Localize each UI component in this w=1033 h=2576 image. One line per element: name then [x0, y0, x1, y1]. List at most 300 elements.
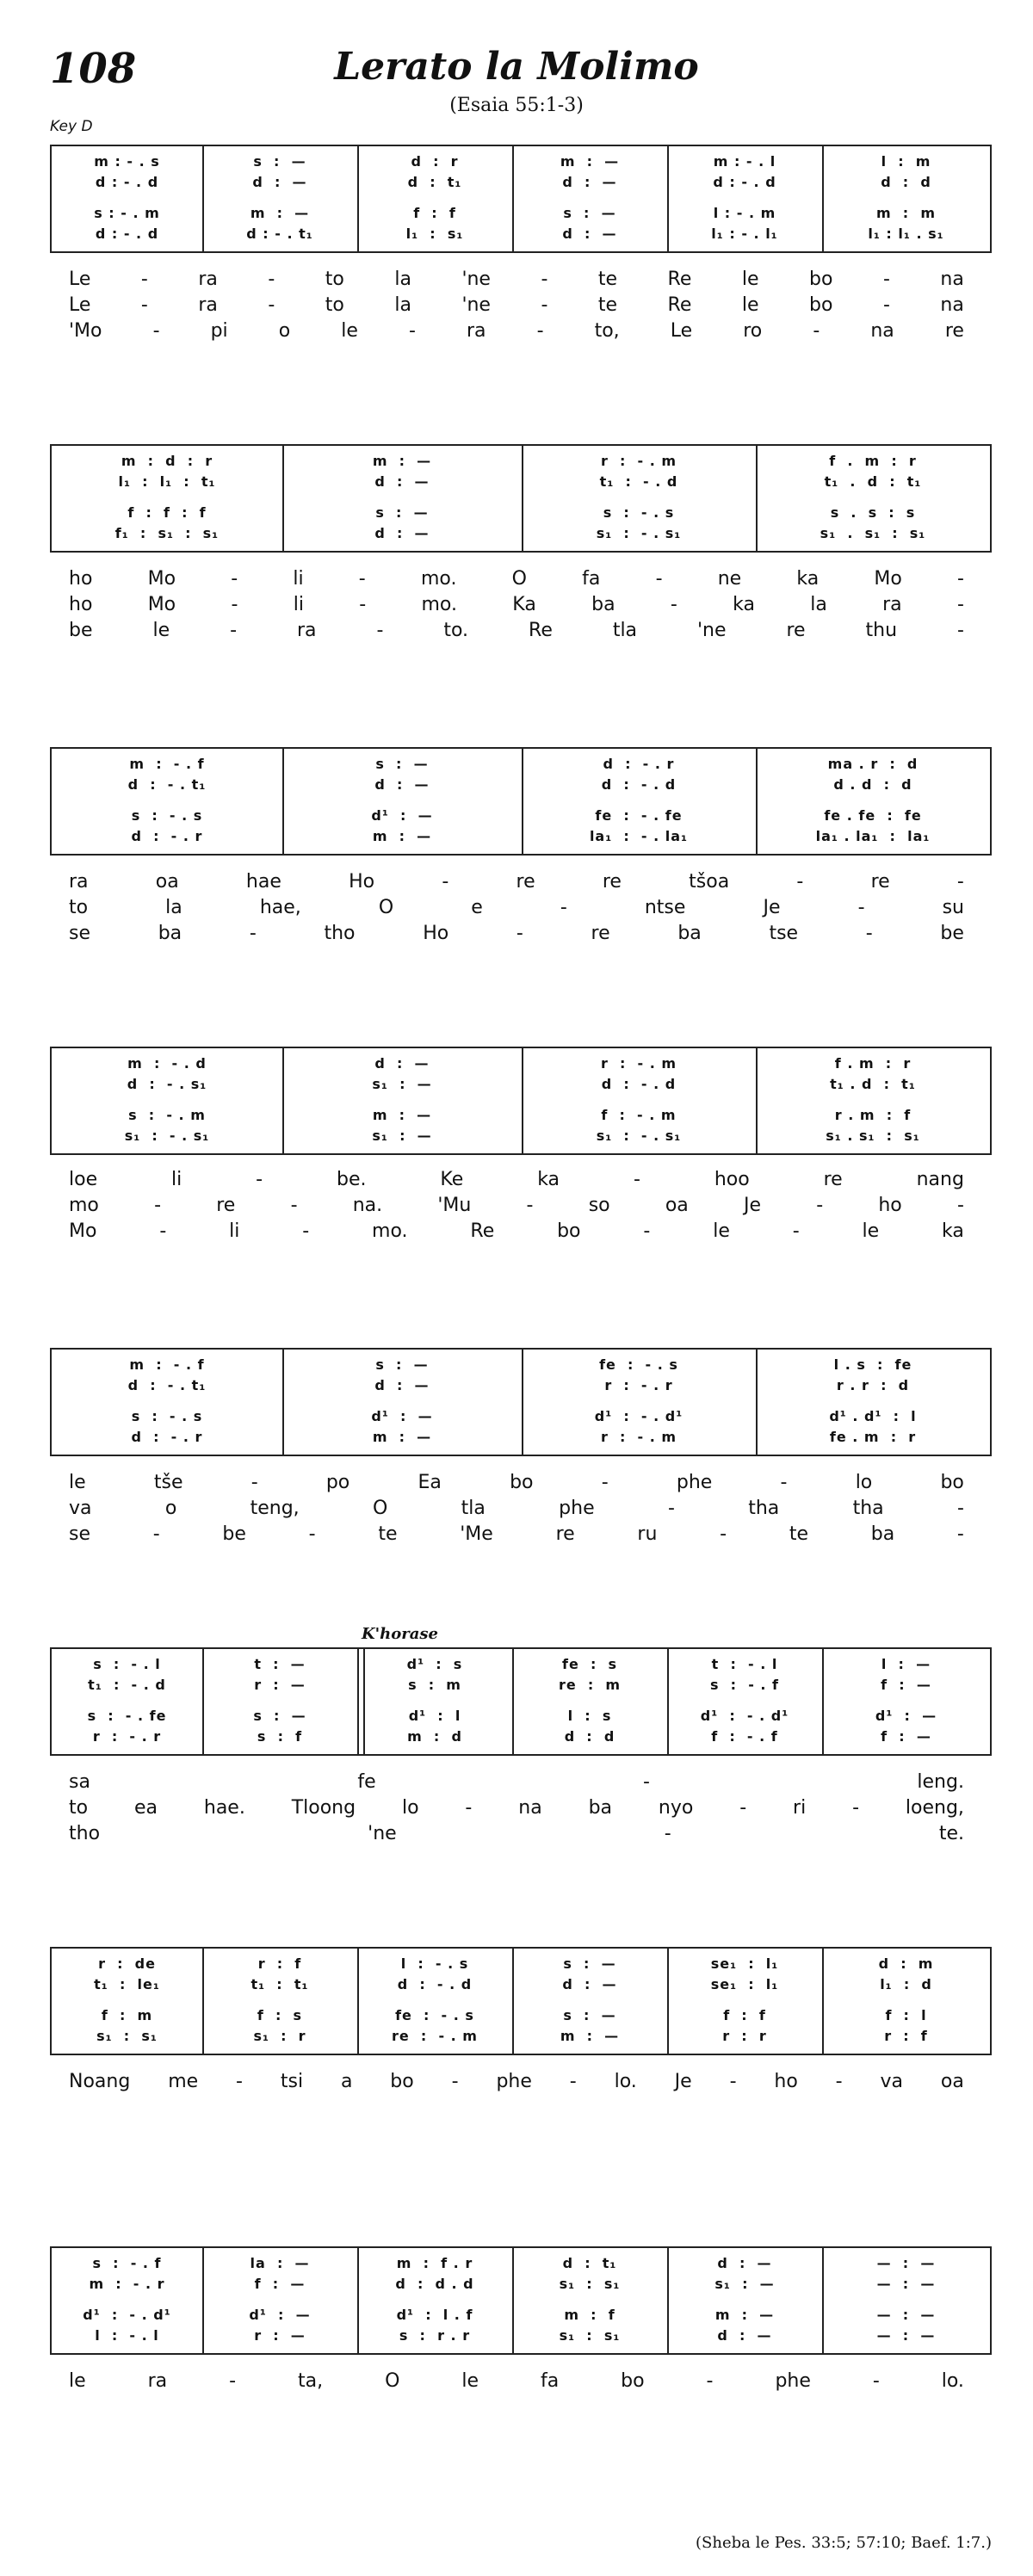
barline [512, 2248, 514, 2353]
lyric-syllable: - [956, 871, 964, 893]
lyric-syllable: tšoa [689, 871, 730, 893]
barline [522, 1048, 523, 1153]
lyric-syllable: li [229, 1220, 240, 1242]
solfa-part-4: d : - . t₁ [246, 225, 313, 242]
solfa-part-4: d : - . r [131, 828, 203, 844]
solfa-part-1: r : de [98, 1955, 156, 1972]
solfa-part-4: s₁ : s₁ [96, 2028, 158, 2044]
lyric-syllable: lo. [614, 2071, 637, 2092]
lyric-syllable: - [140, 269, 148, 290]
lyric-syllable: Noang [69, 2071, 131, 2092]
solfa-part-3: s : - . m [94, 205, 160, 221]
lyric-syllable: - [358, 568, 366, 590]
lyric-syllable: - [792, 1220, 800, 1242]
lyric-syllable: be [940, 923, 964, 944]
solfa-part-4: f : - . f [711, 1728, 778, 1745]
solfa-part-2: l₁ : l₁ : t₁ [118, 473, 216, 490]
solfa-part-3: f : f [413, 205, 456, 221]
solfa-part-4: d : — [374, 525, 430, 541]
solfa-part-1: m : - . f [129, 1356, 205, 1373]
solfa-part-1: s : — [375, 1356, 429, 1373]
solfa-part-3: d¹ : — [371, 1408, 433, 1424]
lyric-syllable: - [670, 594, 677, 615]
barline [282, 749, 284, 854]
lyric-syllable: va [880, 2071, 904, 2092]
lyric-syllable: Mo [874, 568, 902, 590]
solfa-part-3: d¹ : — [249, 2307, 311, 2323]
solfa-part-3: d¹ : - . d¹ [700, 1708, 789, 1724]
solfa-part-3: f : f [723, 2007, 766, 2023]
solfa-part-1: d : t₁ [562, 2255, 617, 2271]
lyric-syllable: bo [809, 269, 833, 290]
solfa-part-3: — : — [876, 2307, 936, 2323]
solfa-part-1: l . s : fe [833, 1356, 912, 1373]
solfa-part-1: d : r [411, 153, 459, 170]
lyric-syllable: - [865, 923, 873, 944]
barline [202, 146, 204, 251]
solfa-part-4: s₁ : s₁ [559, 2327, 621, 2344]
lyric-syllable: Re [667, 269, 692, 290]
barline [522, 446, 523, 551]
solfa-part-3: d¹ : - . d¹ [594, 1408, 684, 1424]
solfa-part-2: d : t₁ [407, 174, 462, 190]
lyric-syllable: - [442, 871, 449, 893]
barline [822, 1949, 824, 2054]
lyric-syllable: ra [466, 320, 486, 342]
solfa-part-4: m : — [372, 1429, 432, 1445]
lyric-syllable: tha [852, 1498, 884, 1519]
lyric-syllable: ho [69, 594, 93, 615]
solfa-part-2: d : — [562, 174, 617, 190]
solfa-part-3: m : m [875, 205, 937, 221]
solfa-part-1: l : m [881, 153, 931, 170]
lyric-syllable: Re [667, 294, 692, 316]
lyric-syllable: hoo [714, 1169, 750, 1190]
solfa-part-4: la₁ . la₁ : la₁ [815, 828, 931, 844]
solfa-part-1: la : — [250, 2255, 310, 2271]
lyric-syllable: lo [401, 1797, 419, 1819]
solfa-part-4: f : — [881, 1728, 931, 1745]
lyric-syllable: ra [882, 594, 902, 615]
lyric-syllable: le [862, 1220, 880, 1242]
lyric-syllable: oa [155, 871, 179, 893]
music-system-1 [50, 145, 992, 253]
lyric-syllable: hae [245, 871, 281, 893]
solfa-part-4: s₁ : - . s₁ [596, 1127, 682, 1144]
lyric-syllable: Ho [349, 871, 375, 893]
barline [522, 749, 523, 854]
solfa-part-2: s : - . f [709, 1677, 780, 1693]
lyric-syllable: le [713, 1220, 730, 1242]
solfa-part-1: r : - . m [600, 1055, 677, 1072]
lyric-syllable: - [268, 294, 275, 316]
lyric-syllable: phe [775, 2370, 811, 2392]
key-signature: Key D [50, 118, 93, 135]
solfa-part-2: r . r : d [836, 1377, 910, 1393]
lyric-syllable: - [601, 1472, 609, 1493]
lyric-line-3 [69, 1220, 964, 1242]
lyric-syllable: fa [540, 2370, 560, 2392]
lyric-syllable: Je [763, 897, 781, 918]
lyric-syllable: - [541, 294, 548, 316]
solfa-part-2: f : — [254, 2276, 306, 2292]
lyric-syllable: Ke [440, 1169, 464, 1190]
lyric-syllable: bo [809, 294, 833, 316]
lyric-syllable: - [231, 568, 238, 590]
music-system-6 [50, 1647, 992, 1756]
lyric-syllable: Je [743, 1195, 761, 1216]
lyric-syllable: lo. [941, 2370, 964, 2392]
solfa-part-4: d : - . d [95, 225, 159, 242]
solfa-part-1: m : d : r [121, 453, 213, 469]
lyric-syllable: pi [210, 320, 228, 342]
lyric-syllable: - [664, 1823, 671, 1844]
lyric-syllable: - [152, 1523, 160, 1545]
solfa-part-1: m : — [560, 153, 620, 170]
barline [822, 1649, 824, 1754]
lyric-syllable: phe [559, 1498, 595, 1519]
lyric-syllable: Tloong [291, 1797, 356, 1819]
lyric-line-3 [69, 1823, 964, 1844]
lyric-line-1 [69, 2370, 964, 2392]
lyric-syllable: - [302, 1220, 310, 1242]
solfa-part-3: s : — [563, 205, 616, 221]
lyric-syllable: le [69, 1472, 86, 1493]
solfa-part-4: s₁ : - . s₁ [124, 1127, 210, 1144]
lyric-line-3 [69, 320, 964, 342]
lyric-syllable: - [251, 1472, 258, 1493]
barline [667, 1649, 669, 1754]
lyric-syllable: - [655, 568, 663, 590]
barline [282, 1048, 284, 1153]
lyric-syllable: Ka [512, 594, 536, 615]
solfa-part-1: s : — [563, 1955, 616, 1972]
lyric-syllable: tse [769, 923, 799, 944]
lyric-line-1 [69, 1472, 964, 1493]
music-system-5 [50, 1348, 992, 1456]
barline [282, 446, 284, 551]
lyric-syllable: be [222, 1523, 246, 1545]
solfa-part-2: t₁ : - . d [88, 1677, 166, 1693]
lyric-syllable: - [152, 320, 160, 342]
lyric-syllable: te [597, 294, 618, 316]
lyric-syllable: ba [677, 923, 702, 944]
lyric-syllable: le [69, 2370, 86, 2392]
lyric-syllable: - [268, 269, 275, 290]
lyric-syllable: Le [69, 294, 91, 316]
solfa-part-3: s : — [253, 1708, 306, 1724]
solfa-part-3: s : - . s [131, 807, 203, 824]
solfa-part-3: s . s : s [830, 504, 916, 521]
solfa-part-3: s : - . fe [87, 1708, 167, 1724]
solfa-part-2: d : — [374, 1377, 430, 1393]
lyric-syllable: - [526, 1195, 534, 1216]
solfa-part-3: fe : - . fe [595, 807, 683, 824]
solfa-part-1: m : - . s [94, 153, 160, 170]
lyric-line-3 [69, 620, 964, 641]
lyric-syllable: hae, [259, 897, 301, 918]
solfa-part-1: m : f . r [396, 2255, 473, 2271]
music-system-4 [50, 1047, 992, 1155]
lyric-syllable: - [956, 1498, 964, 1519]
lyric-syllable: e [471, 897, 483, 918]
solfa-part-3: l : - . m [713, 205, 776, 221]
solfa-part-4: d : d [564, 1728, 615, 1745]
solfa-part-2: t₁ : - . d [599, 473, 678, 490]
barline [202, 2248, 204, 2353]
lyric-syllable: re [823, 1169, 843, 1190]
lyric-syllable: ka [537, 1169, 560, 1190]
solfa-part-3: s : - . s [131, 1408, 203, 1424]
solfa-part-4: l₁ : - . l₁ [711, 225, 778, 242]
lyric-syllable: be. [337, 1169, 367, 1190]
solfa-part-1: ma . r : d [827, 756, 919, 772]
lyric-syllable: - [229, 2370, 237, 2392]
lyric-syllable: le [341, 320, 358, 342]
solfa-part-1: r : - . m [600, 453, 677, 469]
lyric-syllable: na [518, 1797, 542, 1819]
lyric-syllable: O [385, 2370, 400, 2392]
solfa-part-3: fe : - . s [395, 2007, 474, 2023]
solfa-part-3: m : f [564, 2307, 615, 2323]
lyric-syllable: fa [582, 568, 601, 590]
solfa-part-3: d¹ : — [875, 1708, 937, 1724]
solfa-part-3: fe . fe : fe [824, 807, 922, 824]
lyric-syllable: le [741, 294, 759, 316]
lyric-syllable: - [256, 1169, 263, 1190]
lyric-syllable: - [882, 294, 890, 316]
lyric-syllable: ra [198, 294, 218, 316]
lyric-syllable: ro [743, 320, 763, 342]
solfa-part-2: s : m [408, 1677, 461, 1693]
lyric-syllable: teng, [250, 1498, 300, 1519]
scripture-reference: (Esaia 55:1-3) [449, 95, 584, 116]
music-system-2 [50, 444, 992, 553]
lyric-syllable: - [706, 2370, 714, 2392]
lyric-syllable: - [956, 1523, 964, 1545]
lyric-syllable: re [602, 871, 622, 893]
lyric-syllable: se [69, 923, 90, 944]
barline [357, 146, 359, 251]
lyric-syllable: - [835, 2071, 843, 2092]
solfa-part-3: s : - . s [603, 504, 675, 521]
lyric-syllable: - [465, 1797, 473, 1819]
lyric-syllable: - [569, 2071, 577, 2092]
lyric-syllable: Le [670, 320, 693, 342]
solfa-part-1: s : — [375, 756, 429, 772]
solfa-part-4: d : — [717, 2327, 772, 2344]
barline [756, 1350, 758, 1455]
lyric-syllable: ka [796, 568, 820, 590]
lyric-syllable: ba [870, 1523, 895, 1545]
lyric-syllable: bo [557, 1220, 581, 1242]
lyric-syllable: ka [733, 594, 755, 615]
lyric-syllable: Mo [69, 1220, 97, 1242]
lyric-syllable: O [378, 897, 394, 918]
solfa-part-4: r : f [884, 2028, 928, 2044]
chorus-label: K'horase [362, 1625, 438, 1643]
lyric-syllable: O [511, 568, 527, 590]
solfa-part-1: f . m : r [829, 453, 917, 469]
lyric-syllable: oa [665, 1195, 689, 1216]
solfa-part-2: s₁ : s₁ [559, 2276, 621, 2292]
barline [756, 749, 758, 854]
solfa-part-3: f : f : f [127, 504, 207, 521]
solfa-part-4: s₁ : — [372, 1127, 432, 1144]
lyric-line-2 [69, 294, 964, 316]
lyric-syllable: ea [133, 1797, 158, 1819]
solfa-part-2: s₁ : — [714, 2276, 775, 2292]
lyric-syllable: to [325, 294, 344, 316]
lyric-syllable: phe [676, 1472, 713, 1493]
solfa-part-4: m : — [560, 2028, 620, 2044]
solfa-part-2: f : — [881, 1677, 931, 1693]
lyric-syllable: to [325, 269, 344, 290]
lyric-syllable: la [165, 897, 182, 918]
lyric-syllable: - [536, 320, 544, 342]
lyric-syllable: - [154, 1195, 162, 1216]
lyric-syllable: ra [296, 620, 317, 641]
lyric-syllable: na [940, 269, 964, 290]
barline [756, 1048, 758, 1153]
solfa-part-4: m : d [407, 1728, 462, 1745]
lyric-syllable: Ho [423, 923, 449, 944]
lyric-syllable: re [591, 923, 610, 944]
lyric-syllable: ra [147, 2370, 168, 2392]
lyric-syllable: re [555, 1523, 575, 1545]
lyric-syllable: te. [938, 1823, 964, 1844]
barline [512, 1649, 514, 1754]
lyric-syllable: - [857, 897, 865, 918]
lyric-syllable: - [560, 897, 567, 918]
lyric-syllable: ba [158, 923, 182, 944]
solfa-part-2: d : - . d [397, 1976, 473, 1992]
lyric-syllable: - [633, 1169, 640, 1190]
solfa-part-4: re : - . m [392, 2028, 478, 2044]
solfa-part-2: d : - . d [95, 174, 159, 190]
lyric-syllable: O [372, 1498, 388, 1519]
solfa-part-1: t : - . l [711, 1656, 778, 1672]
lyric-syllable: nang [916, 1169, 964, 1190]
solfa-part-3: m : — [250, 205, 310, 221]
lyric-syllable: 'Me [460, 1523, 493, 1545]
lyric-syllable: ri [793, 1797, 807, 1819]
solfa-part-4: s : f [257, 1728, 303, 1745]
lyric-syllable: va [69, 1498, 92, 1519]
solfa-part-2: d : — [562, 1976, 617, 1992]
solfa-part-2: d : — [374, 473, 430, 490]
lyric-syllable: 'Mu [437, 1195, 472, 1216]
solfa-part-3: f : s [257, 2007, 303, 2023]
barline [202, 1949, 204, 2054]
solfa-part-2: r : — [254, 1677, 306, 1693]
lyric-line-1 [69, 269, 964, 290]
lyric-syllable: tla [612, 620, 638, 641]
solfa-part-1: fe : - . s [599, 1356, 678, 1373]
solfa-part-1: m : - . f [129, 756, 205, 772]
lyric-syllable: ho [878, 1195, 902, 1216]
solfa-part-1: d : - . r [603, 756, 675, 772]
barline [512, 1949, 514, 2054]
solfa-part-4: l₁ : s₁ [405, 225, 464, 242]
lyric-syllable: - [816, 1195, 824, 1216]
solfa-part-2: d : - . d [601, 1076, 677, 1092]
solfa-part-2: — : — [876, 2276, 936, 2292]
solfa-part-2: s₁ : — [372, 1076, 432, 1092]
solfa-part-4: s₁ . s₁ : s₁ [820, 525, 926, 541]
lyric-syllable: tše [153, 1472, 183, 1493]
lyric-syllable: - [643, 1220, 651, 1242]
lyric-syllable: be [69, 620, 93, 641]
solfa-part-1: — : — [876, 2255, 936, 2271]
lyric-line-1 [69, 1771, 964, 1793]
lyric-syllable: na [940, 294, 964, 316]
solfa-part-3: r . m : f [834, 1107, 912, 1123]
lyric-line-2 [69, 1195, 964, 1216]
music-system-3 [50, 747, 992, 856]
solfa-part-1: s : — [253, 153, 306, 170]
lyric-syllable: - [796, 871, 804, 893]
barline [667, 2248, 669, 2353]
solfa-part-1: s : - . f [92, 2255, 162, 2271]
barline [667, 146, 669, 251]
lyric-syllable: - [408, 320, 416, 342]
lyric-syllable: ru [637, 1523, 658, 1545]
lyric-syllable: Re [529, 620, 553, 641]
solfa-part-1: d¹ : s [406, 1656, 463, 1672]
lyric-syllable: - [541, 269, 548, 290]
lyric-syllable: te [378, 1523, 398, 1545]
lyric-syllable: - [739, 1797, 747, 1819]
solfa-part-1: l : - . s [400, 1955, 469, 1972]
lyric-syllable: lo [855, 1472, 873, 1493]
solfa-part-4: la₁ : - . la₁ [589, 828, 689, 844]
lyric-syllable: te [789, 1523, 808, 1545]
solfa-part-3: s : - . m [128, 1107, 206, 1123]
lyric-syllable: na. [352, 1195, 383, 1216]
lyric-syllable: to [69, 897, 89, 918]
solfa-part-2: d : - . d [713, 174, 776, 190]
solfa-part-2: d : d . d [395, 2276, 474, 2292]
solfa-part-2: m : - . r [89, 2276, 165, 2292]
lyric-syllable: ba [588, 1797, 613, 1819]
solfa-part-3: d¹ : l [408, 1708, 461, 1724]
barline [357, 2248, 359, 2353]
lyric-line-1 [69, 2071, 964, 2092]
lyric-syllable: te [597, 269, 618, 290]
solfa-part-4: — : — [876, 2327, 936, 2344]
solfa-part-1: f . m : r [834, 1055, 912, 1072]
solfa-part-4: fe . m : r [829, 1429, 917, 1445]
lyric-line-2 [69, 1797, 964, 1819]
lyric-syllable: me [168, 2071, 199, 2092]
barline [822, 146, 824, 251]
barline [357, 1949, 359, 2054]
solfa-part-3: d¹ : — [371, 807, 433, 824]
footer-reference: (Sheba le Pes. 33:5; 57:10; Baef. 1:7.) [696, 2534, 992, 2552]
lyric-syllable: o [278, 320, 291, 342]
lyric-syllable: bo [940, 1472, 964, 1493]
solfa-part-4: f₁ : s₁ : s₁ [114, 525, 220, 541]
lyric-syllable: 'ne [697, 620, 727, 641]
lyric-syllable: tsi [280, 2071, 304, 2092]
lyric-line-2 [69, 1498, 964, 1519]
lyric-syllable: thu [865, 620, 898, 641]
barline [512, 146, 514, 251]
solfa-part-2: re : m [558, 1677, 622, 1693]
lyric-syllable: oa [940, 2071, 964, 2092]
lyric-syllable: to, [594, 320, 620, 342]
